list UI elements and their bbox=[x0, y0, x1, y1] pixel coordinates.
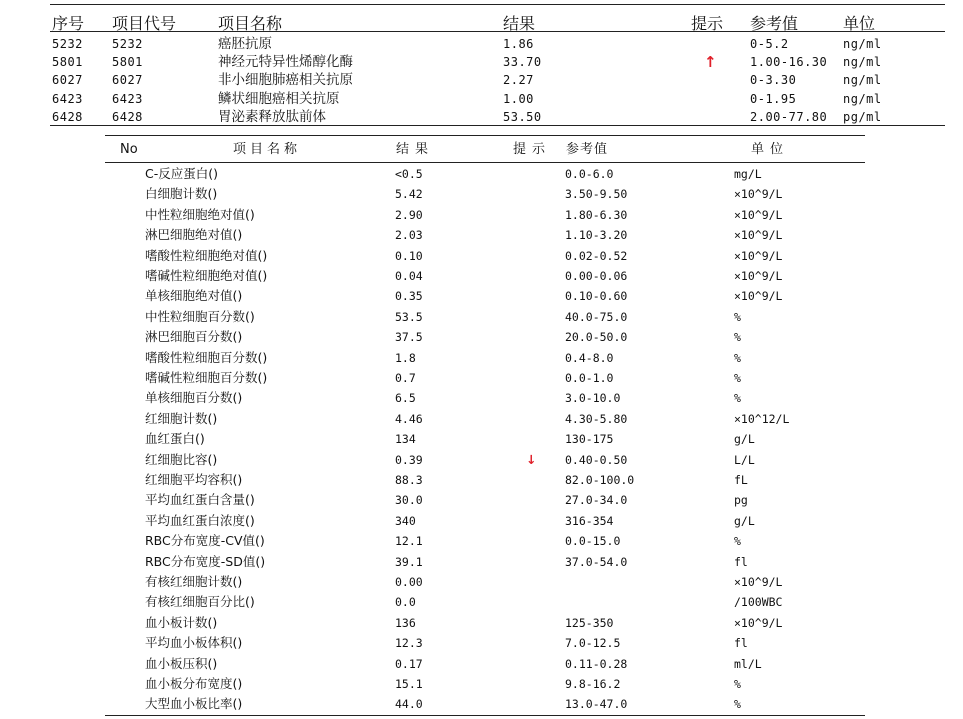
cell-name: 血小板压积() bbox=[145, 655, 218, 671]
cell-name: 红细胞计数() bbox=[145, 410, 218, 426]
table-row bbox=[105, 490, 865, 510]
cell-result: 0.7 bbox=[395, 371, 416, 385]
cell-name: 嗜碱性粒细胞绝对值() bbox=[145, 268, 268, 283]
cell-unit: % bbox=[734, 697, 741, 712]
cell-result: 1.00 bbox=[503, 91, 534, 106]
cell-name: 非小细胞肺癌相关抗原 bbox=[218, 72, 353, 89]
cell-result: 88.3 bbox=[395, 473, 423, 487]
table-top-rule bbox=[50, 4, 945, 5]
table-row bbox=[105, 205, 865, 225]
cell-ref: 2.00-77.80 bbox=[750, 109, 828, 124]
table-row bbox=[105, 674, 865, 694]
cell-name: 平均血红蛋白含量() bbox=[145, 492, 255, 508]
cell-name: 血小板分布宽度() bbox=[145, 676, 243, 691]
cell-name: 血红蛋白() bbox=[145, 431, 205, 447]
cell-result: 33.70 bbox=[503, 55, 542, 70]
cell-ref: 13.0-47.0 bbox=[565, 697, 628, 712]
table-row bbox=[105, 266, 865, 286]
cell-result: 340 bbox=[395, 513, 416, 528]
table-row bbox=[105, 429, 865, 449]
table-row bbox=[105, 592, 865, 612]
cell-ref: 0.00-0.06 bbox=[565, 269, 628, 283]
cell-ref: 0.10-0.60 bbox=[565, 289, 628, 304]
cell-unit: L/L bbox=[734, 452, 755, 467]
cell-no: 6423 bbox=[52, 91, 83, 106]
cell-ref: 0.0-6.0 bbox=[565, 167, 614, 181]
cell-name: RBC分布宽度-CV值() bbox=[145, 533, 265, 549]
cell-ref: 0-1.95 bbox=[750, 91, 797, 106]
cell-ref: 0.11-0.28 bbox=[565, 656, 628, 671]
table-row bbox=[105, 225, 865, 245]
cell-name: C-反应蛋白() bbox=[145, 166, 218, 181]
cell-result: 37.5 bbox=[395, 330, 423, 345]
cell-unit: ×10^12/L bbox=[734, 411, 790, 426]
cell-result: 134 bbox=[395, 432, 416, 447]
cell-name: 平均血红蛋白浓度() bbox=[145, 512, 255, 528]
cell-ref: 1.00-16.30 bbox=[750, 55, 828, 70]
table-row bbox=[105, 552, 865, 572]
table-row bbox=[105, 654, 865, 674]
table-bottom-rule bbox=[50, 125, 945, 126]
table-row bbox=[50, 71, 945, 89]
cell-unit: ng/ml bbox=[843, 55, 882, 70]
header-flag: 提示 bbox=[691, 14, 724, 33]
cell-unit: g/L bbox=[734, 432, 755, 447]
cell-ref: 1.80-6.30 bbox=[565, 207, 628, 222]
cell-name: 癌胚抗原 bbox=[218, 36, 272, 52]
table-row bbox=[105, 531, 865, 551]
cell-result: 2.90 bbox=[395, 207, 423, 222]
cell-ref: 7.0-12.5 bbox=[565, 636, 621, 651]
cell-name: 淋巴细胞绝对值() bbox=[145, 227, 243, 243]
cell-unit: ×10^9/L bbox=[734, 207, 783, 222]
cell-ref: 27.0-34.0 bbox=[565, 493, 628, 508]
cell-result: 12.1 bbox=[395, 534, 423, 549]
cell-unit: /100WBC bbox=[734, 595, 783, 610]
header-code: 项目代号 bbox=[112, 14, 177, 33]
cell-unit: % bbox=[734, 371, 741, 385]
cell-no: 5232 bbox=[52, 37, 83, 51]
cell-unit: ×10^9/L bbox=[734, 289, 783, 304]
cell-result: <0.5 bbox=[395, 167, 423, 181]
cell-code: 5232 bbox=[112, 37, 143, 51]
table-row bbox=[50, 35, 945, 53]
header-bottom-rule bbox=[105, 162, 865, 163]
cell-ref: 0.02-0.52 bbox=[565, 248, 628, 263]
header-result: 结果 bbox=[503, 14, 536, 33]
cell-name: 鳞状细胞癌相关抗原 bbox=[218, 90, 340, 107]
table-top-rule bbox=[105, 135, 865, 136]
cell-unit: ×10^9/L bbox=[734, 248, 783, 263]
header-bottom-rule bbox=[50, 31, 945, 32]
header-name: 项目名称 bbox=[218, 14, 283, 33]
table-row bbox=[50, 53, 945, 71]
cell-ref: 3.0-10.0 bbox=[565, 391, 621, 406]
table-row bbox=[105, 307, 865, 327]
table-row bbox=[105, 450, 865, 470]
cell-unit: fl bbox=[734, 554, 748, 569]
table-row bbox=[105, 470, 865, 490]
cell-unit: % bbox=[734, 391, 741, 406]
cell-result: 0.0 bbox=[395, 595, 416, 610]
cell-name: RBC分布宽度-SD值() bbox=[145, 553, 266, 569]
cell-ref: 37.0-54.0 bbox=[565, 554, 628, 569]
cell-result: 53.5 bbox=[395, 309, 423, 324]
cell-code: 6428 bbox=[112, 109, 143, 124]
cell-ref: 0.0-1.0 bbox=[565, 371, 614, 385]
cell-result: 2.03 bbox=[395, 228, 423, 243]
cell-unit: pg bbox=[734, 493, 748, 508]
cell-name: 淋巴细胞百分数() bbox=[145, 329, 243, 345]
cell-ref: 20.0-50.0 bbox=[565, 330, 628, 345]
cell-ref: 316-354 bbox=[565, 513, 614, 528]
cell-result: 44.0 bbox=[395, 697, 423, 712]
cell-unit: % bbox=[734, 534, 741, 549]
cell-result: 1.86 bbox=[503, 37, 534, 51]
header-unit: 单位 bbox=[843, 14, 876, 33]
cell-result: 5.42 bbox=[395, 187, 423, 202]
cell-unit: fL bbox=[734, 473, 748, 487]
cell-unit: ×10^9/L bbox=[734, 269, 783, 283]
table-bottom-rule bbox=[105, 715, 865, 716]
table-row bbox=[105, 694, 865, 714]
flag-arrow-icon: ↑ bbox=[704, 53, 717, 72]
cell-name: 嗜碱性粒细胞百分数() bbox=[145, 370, 268, 385]
cell-ref: 0.0-15.0 bbox=[565, 534, 621, 549]
cell-name: 大型血小板比率() bbox=[145, 696, 243, 712]
cell-unit: ng/ml bbox=[843, 91, 882, 106]
cell-result: 1.8 bbox=[395, 350, 416, 365]
cell-name: 有核红细胞百分比() bbox=[145, 594, 255, 610]
cell-no: 6428 bbox=[52, 109, 83, 124]
header-ref: 参考值 bbox=[566, 142, 609, 157]
cell-result: 0.35 bbox=[395, 289, 423, 304]
table-row bbox=[50, 108, 945, 126]
table-row bbox=[105, 164, 865, 184]
cell-name: 嗜酸性粒细胞百分数() bbox=[145, 349, 268, 365]
cell-name: 中性粒细胞百分数() bbox=[145, 308, 255, 324]
cell-ref: 3.50-9.50 bbox=[565, 187, 628, 202]
cell-unit: % bbox=[734, 677, 741, 691]
table-row bbox=[105, 613, 865, 633]
cell-result: 39.1 bbox=[395, 554, 423, 569]
cell-name: 血小板计数() bbox=[145, 614, 218, 630]
cell-result: 53.50 bbox=[503, 109, 542, 124]
table-row bbox=[50, 90, 945, 108]
cell-unit: ng/ml bbox=[843, 37, 882, 51]
cell-name: 嗜酸性粒细胞绝对值() bbox=[145, 247, 268, 263]
table-header-row bbox=[105, 140, 865, 160]
cell-result: 0.39 bbox=[395, 452, 423, 467]
cell-name: 平均血小板体积() bbox=[145, 635, 243, 651]
cell-result: 15.1 bbox=[395, 677, 423, 691]
header-name: 项目名称 bbox=[233, 142, 302, 157]
cell-unit: fl bbox=[734, 636, 748, 651]
table-row bbox=[105, 409, 865, 429]
table-row bbox=[105, 286, 865, 306]
cell-unit: ×10^9/L bbox=[734, 575, 783, 589]
cell-no: 5801 bbox=[52, 55, 83, 70]
cell-name: 单核细胞绝对值() bbox=[145, 288, 243, 304]
cell-unit: % bbox=[734, 309, 741, 324]
cell-code: 6423 bbox=[112, 91, 143, 106]
flag-arrow-icon: ↓ bbox=[526, 451, 537, 467]
table-header-row bbox=[50, 11, 945, 33]
header-no: No bbox=[120, 142, 138, 157]
table-row bbox=[105, 572, 865, 592]
table-row bbox=[105, 348, 865, 368]
cell-name: 红细胞平均容积() bbox=[145, 472, 243, 487]
cell-ref: 0.40-0.50 bbox=[565, 452, 628, 467]
table-row bbox=[105, 511, 865, 531]
cell-unit: ×10^9/L bbox=[734, 187, 783, 202]
table-row bbox=[105, 633, 865, 653]
cell-unit: ml/L bbox=[734, 656, 762, 671]
cell-ref: 4.30-5.80 bbox=[565, 411, 628, 426]
header-result: 结果 bbox=[396, 142, 435, 157]
table-row bbox=[105, 327, 865, 347]
cell-result: 4.46 bbox=[395, 411, 423, 426]
header-flag: 提示 bbox=[513, 142, 552, 157]
cell-result: 0.04 bbox=[395, 269, 423, 283]
cell-ref: 130-175 bbox=[565, 432, 614, 447]
cell-ref: 0-5.2 bbox=[750, 37, 789, 51]
cell-result: 30.0 bbox=[395, 493, 423, 508]
table-row bbox=[105, 368, 865, 388]
table-row bbox=[105, 388, 865, 408]
cell-name: 中性粒细胞绝对值() bbox=[145, 206, 255, 222]
cell-name: 神经元特异性烯醇化酶 bbox=[218, 54, 353, 71]
cell-unit: mg/L bbox=[734, 167, 762, 181]
cell-unit: pg/ml bbox=[843, 109, 882, 124]
cell-name: 胃泌素释放肽前体 bbox=[218, 108, 326, 125]
cell-name: 红细胞比容() bbox=[145, 451, 218, 467]
header-unit: 单位 bbox=[751, 142, 790, 157]
table-row bbox=[105, 246, 865, 266]
cell-name: 单核细胞百分数() bbox=[145, 390, 243, 406]
cell-ref: 40.0-75.0 bbox=[565, 309, 628, 324]
cell-result: 6.5 bbox=[395, 391, 416, 406]
cell-no: 6027 bbox=[52, 73, 83, 88]
cell-result: 0.00 bbox=[395, 575, 423, 589]
cell-code: 6027 bbox=[112, 73, 143, 88]
cell-name: 有核红细胞计数() bbox=[145, 574, 243, 589]
header-no: 序号 bbox=[52, 14, 85, 33]
cell-ref: 0.4-8.0 bbox=[565, 350, 614, 365]
cell-ref: 0-3.30 bbox=[750, 73, 797, 88]
cell-code: 5801 bbox=[112, 55, 143, 70]
cell-unit: ng/ml bbox=[843, 73, 882, 88]
cell-result: 12.3 bbox=[395, 636, 423, 651]
cell-result: 0.10 bbox=[395, 248, 423, 263]
header-ref: 参考值 bbox=[750, 14, 799, 33]
cell-unit: % bbox=[734, 350, 741, 365]
cell-result: 136 bbox=[395, 615, 416, 630]
cell-result: 2.27 bbox=[503, 73, 534, 88]
cell-unit: g/L bbox=[734, 513, 755, 528]
cell-ref: 82.0-100.0 bbox=[565, 473, 635, 487]
cell-ref: 9.8-16.2 bbox=[565, 677, 621, 691]
cell-ref: 1.10-3.20 bbox=[565, 228, 628, 243]
cell-unit: ×10^9/L bbox=[734, 615, 783, 630]
cell-ref: 125-350 bbox=[565, 615, 614, 630]
cell-unit: ×10^9/L bbox=[734, 228, 783, 243]
table-row bbox=[105, 184, 865, 204]
cell-unit: % bbox=[734, 330, 741, 345]
cell-result: 0.17 bbox=[395, 656, 423, 671]
cell-name: 白细胞计数() bbox=[145, 186, 218, 202]
